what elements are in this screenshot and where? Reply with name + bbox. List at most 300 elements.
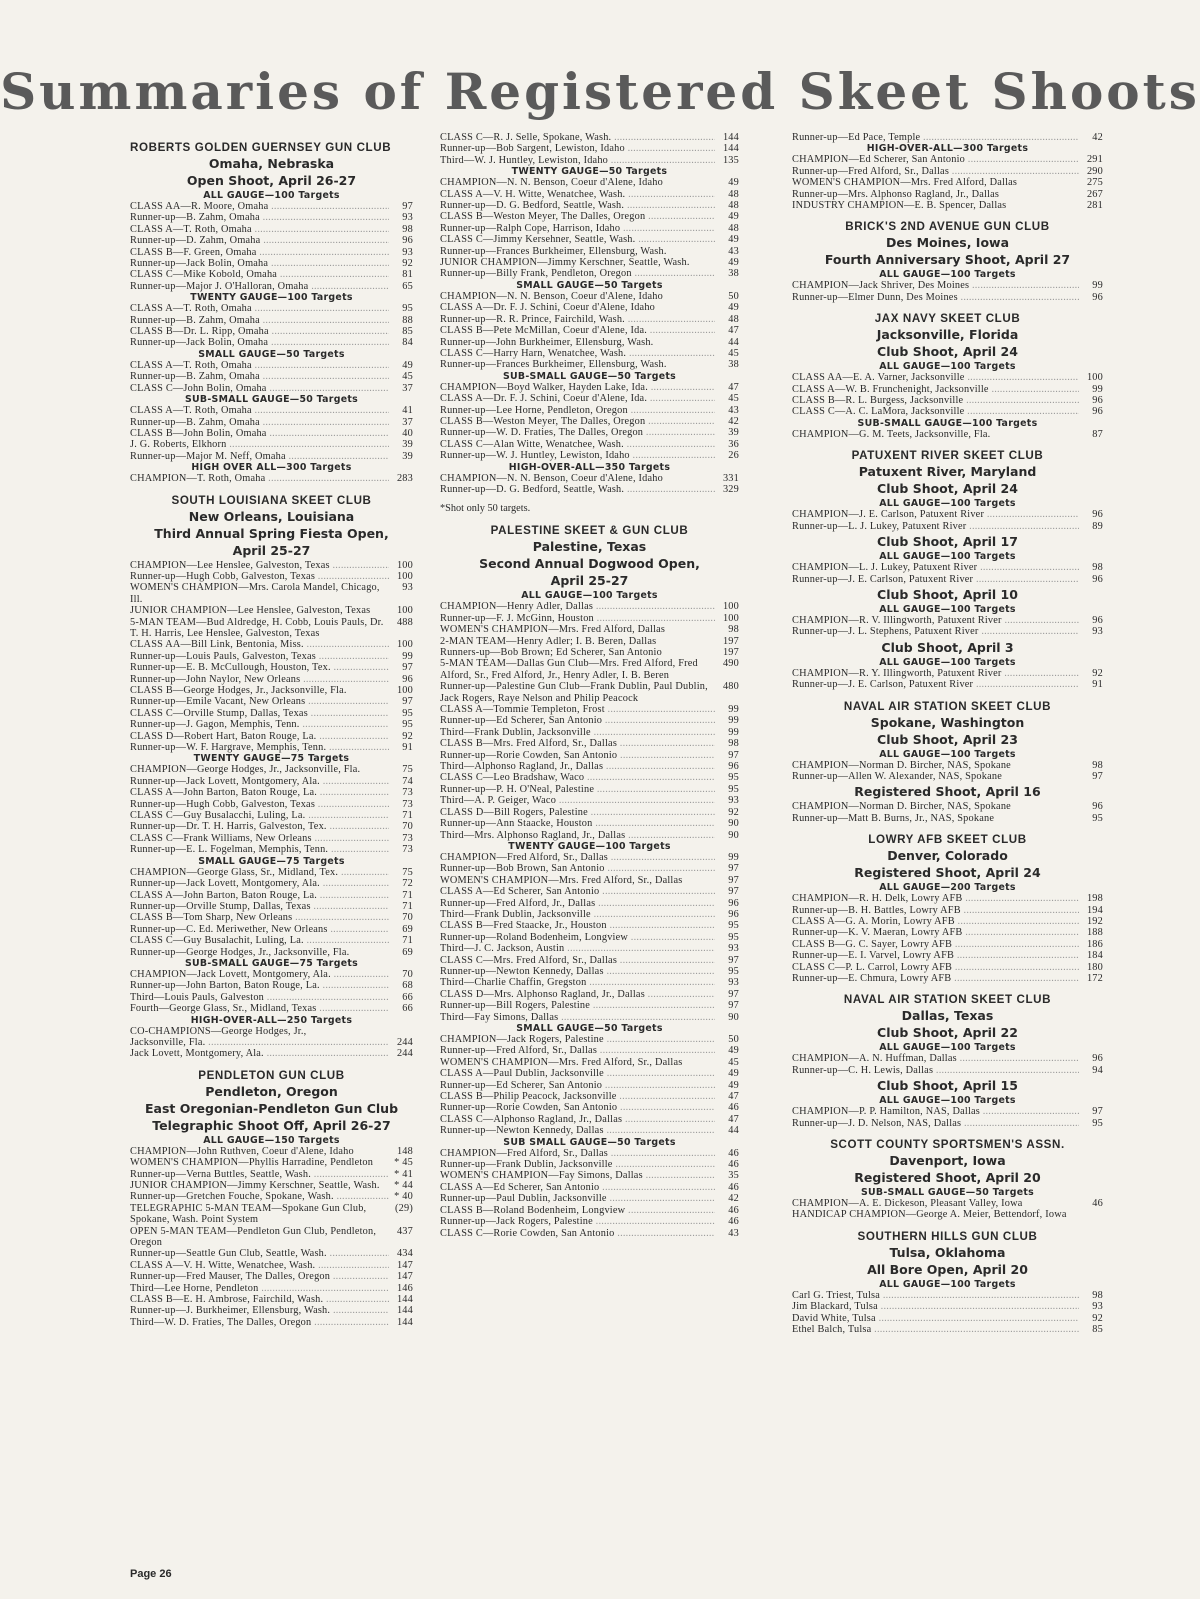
result-score: 98	[402, 223, 413, 235]
result-score: 95	[402, 707, 413, 719]
page-number: Page 26	[130, 1568, 172, 1580]
result-score: 91	[1092, 679, 1103, 691]
result-score: 147	[396, 1259, 413, 1271]
result-score: 331	[722, 472, 739, 484]
result-score: 92	[402, 730, 413, 742]
result-name: CLASS C—Mike Kobold, Omaha .....	[130, 269, 389, 280]
result-name: Runner-up—E. I. Varvel, Lowry AFB .....	[792, 950, 1079, 961]
result-name: CLASS AA—Bill Link, Bentonia, Miss. .....	[130, 639, 389, 650]
result-score: 89	[1092, 520, 1103, 532]
result-name: OPEN 5-MAN TEAM—Pendleton Gun Club, Pendleton, Oregon	[130, 1225, 377, 1249]
result-row	[440, 393, 739, 404]
result-row	[130, 992, 413, 1003]
result-name: CLASS A—Ed Scherer, San Antonio .....	[440, 886, 715, 897]
result-name: CLASS A—V. H. Witte, Wenatchee, Wash. .....	[130, 1260, 389, 1271]
result-score: 135	[722, 154, 739, 166]
result-name: CHAMPION—N. N. Benson, Coeur d'Alene, Idaho	[440, 177, 663, 189]
gauge-heading: ALL GAUGE—100 Targets	[879, 1095, 1016, 1107]
result-score: 90	[728, 1011, 739, 1023]
gauge-heading: ALL GAUGE—200 Targets	[879, 882, 1016, 894]
gauge-heading: ALL GAUGE—100 Targets	[879, 1278, 1016, 1290]
result-name: Jacksonville, Fla. .....	[130, 1037, 389, 1048]
club-heading: NAVAL AIR STATION SKEET CLUB	[843, 993, 1052, 1007]
result-name: 5-MAN TEAM—Bud Aldredge, H. Cobb, Louis Pauls, Dr. T. H. Harris, Lee Henslee, Galveston, Texas	[130, 616, 384, 639]
result-score: 49	[728, 177, 739, 189]
club-location: Patuxent River, Maryland	[858, 464, 1037, 480]
result-name: Runner-up—C. H. Lewis, Dallas .....	[792, 1065, 1079, 1076]
result-name: HANDICAP CHAMPION—George A. Meier, Bettendorf, Iowa	[792, 1209, 1067, 1221]
result-row	[440, 704, 739, 715]
result-row	[440, 1205, 739, 1216]
result-row	[440, 613, 739, 624]
result-score: 97	[728, 874, 739, 886]
result-row	[130, 821, 413, 832]
result-score: 47	[728, 381, 739, 393]
result-name: Third—Alphonso Ragland, Jr., Dallas .....	[440, 761, 715, 772]
event-heading: Club Shoot, April 24	[877, 344, 1018, 360]
club-location: Tulsa, Oklahoma	[889, 1244, 1006, 1260]
result-name: CLASS B—Weston Meyer, The Dalles, Oregon .....	[440, 416, 715, 427]
result-score: 38	[728, 359, 739, 371]
result-row	[792, 1198, 1103, 1209]
result-name: CLASS C—P. L. Carrol, Lowry AFB .....	[792, 962, 1079, 973]
result-name: CHAMPION—R. Y. Illingworth, Patuxent River .....	[792, 668, 1079, 679]
result-row	[440, 1125, 739, 1136]
result-name: Third—W. J. Huntley, Lewiston, Idaho .....	[440, 155, 715, 166]
result-row	[130, 247, 413, 258]
result-row	[130, 1305, 413, 1316]
result-score: 100	[722, 612, 739, 624]
result-score: 70	[402, 968, 413, 980]
gauge-heading: SMALL GAUGE—50 Targets	[516, 279, 663, 291]
result-score: 48	[728, 313, 739, 325]
result-score: 90	[728, 818, 739, 830]
result-name: Third—J. C. Jackson, Austin .....	[440, 943, 715, 954]
result-name: CLASS A—G. A. Morin, Lowry AFB .....	[792, 916, 1079, 927]
result-name: J. G. Roberts, Elkhorn .....	[130, 439, 389, 450]
result-row	[440, 1012, 739, 1023]
event-heading: Registered Shoot, April 16	[854, 784, 1041, 800]
result-score: 45	[728, 1056, 739, 1068]
result-score: * 44	[394, 1180, 413, 1191]
result-row	[440, 257, 739, 268]
result-row	[130, 878, 413, 889]
result-name: Third—A. P. Geiger, Waco .....	[440, 795, 715, 806]
result-score: 49	[728, 234, 739, 246]
result-row	[130, 1203, 413, 1226]
result-row	[130, 719, 413, 730]
result-score: 44	[728, 1125, 739, 1137]
club-heading: JAX NAVY SKEET CLUB	[874, 312, 1021, 326]
event-heading: Registered Shoot, April 24	[854, 865, 1041, 881]
club-heading: ROBERTS GOLDEN GUERNSEY GUN CLUB	[130, 141, 392, 154]
result-row	[440, 246, 739, 257]
result-row	[130, 674, 413, 685]
result-score: 39	[402, 439, 413, 451]
result-score: 97	[1092, 1106, 1103, 1118]
result-score: 172	[1086, 973, 1103, 984]
result-row	[130, 833, 413, 844]
result-row	[440, 1000, 739, 1011]
result-row	[792, 927, 1103, 938]
club-heading: NAVAL AIR STATION SKEET CLUB	[843, 699, 1052, 713]
result-row	[130, 810, 413, 821]
club-heading: SOUTHERN HILLS GUN CLUB	[857, 1229, 1038, 1243]
result-name: CLASS D—Robert Hart, Baton Rouge, La. .....	[130, 731, 389, 742]
result-name: CHAMPION—Jack Rogers, Palestine .....	[440, 1034, 715, 1045]
result-name: JUNIOR CHAMPION—Jimmy Kerschner, Seattle, Wash.	[130, 1180, 380, 1191]
result-row	[440, 337, 739, 348]
result-name: CLASS B—Fred Staacke, Jr., Houston .....	[440, 920, 715, 931]
result-name: Runner-up—George Hodges, Jr., Jacksonville, Fla.	[130, 946, 350, 958]
result-name: Third—W. D. Fraties, The Dalles, Oregon .....	[130, 1317, 389, 1328]
club-heading: PENDLETON GUN CLUB	[198, 1068, 345, 1082]
result-score: 42	[728, 1193, 739, 1205]
result-row	[130, 969, 413, 980]
club-location: Spokane, Washington	[870, 714, 1025, 730]
result-score: 45	[728, 347, 739, 359]
result-name: Third—Louis Pauls, Galveston .....	[130, 992, 389, 1003]
result-score: 50	[728, 1034, 739, 1045]
result-score: 49	[728, 211, 739, 223]
result-score: 95	[728, 965, 739, 977]
result-score: 490	[722, 658, 739, 670]
result-name: Runner-up—C. Ed. Meriwether, New Orleans .....	[130, 924, 389, 935]
event-heading: Fourth Anniversary Shoot, April 27	[824, 252, 1071, 268]
result-score: 71	[402, 900, 413, 912]
result-row	[792, 189, 1103, 200]
result-score: 96	[1092, 573, 1103, 585]
gauge-heading: TWENTY GAUGE—75 Targets	[193, 753, 350, 765]
result-name: Runner-up—Hugh Cobb, Galveston, Texas .....	[130, 571, 389, 582]
result-row	[440, 955, 739, 966]
result-name: Jack Lovett, Montgomery, Ala. .....	[130, 1048, 389, 1059]
result-score: 97	[728, 1000, 739, 1012]
result-name: CLASS C—Guy Busalacchi, Luling, La. .....	[130, 810, 389, 821]
gauge-heading: SMALL GAUGE—50 Targets	[198, 348, 345, 360]
result-row	[792, 1118, 1103, 1129]
result-row	[130, 1037, 413, 1048]
result-score: 37	[402, 416, 413, 428]
result-score: 97	[728, 863, 739, 875]
result-score: 50	[728, 290, 739, 302]
result-name: Runner-up—Ed Scherer, San Antonio .....	[440, 1080, 715, 1091]
club-heading: PALESTINE SKEET & GUN CLUB	[490, 524, 689, 538]
result-name: CHAMPION—A. N. Huffman, Dallas .....	[792, 1053, 1079, 1064]
gauge-heading: SUB-SMALL GAUGE—50 Targets	[184, 394, 359, 406]
result-row	[440, 439, 739, 450]
result-score: 186	[1086, 938, 1103, 950]
result-row	[440, 989, 739, 1000]
result-row	[130, 901, 413, 912]
result-name: CLASS C—Orville Stump, Dallas, Texas .....	[130, 708, 389, 719]
result-row	[130, 639, 413, 650]
result-row	[130, 1180, 413, 1191]
result-name: CHAMPION—L. J. Lukey, Patuxent River .....	[792, 562, 1079, 573]
club-location: Palestine, Texas	[532, 539, 647, 555]
result-name: CLASS C—A. C. LaMora, Jacksonville .....	[792, 406, 1079, 417]
result-row	[440, 932, 739, 943]
result-row	[440, 1045, 739, 1056]
result-row	[440, 636, 739, 647]
result-name: CHAMPION—Boyd Walker, Hayden Lake, Ida. .....	[440, 382, 715, 393]
result-name: Runner-up—D. G. Bedford, Seattle, Wash. .....	[440, 200, 715, 211]
result-score: 99	[402, 650, 413, 662]
column-middle	[440, 132, 739, 1239]
result-name: Runner-up—F. J. McGinn, Houston .....	[440, 613, 715, 624]
gauge-heading: SUB SMALL GAUGE—50 Targets	[503, 1136, 676, 1148]
result-row	[440, 1080, 739, 1091]
result-name: Runner-up—Mrs. Alphonso Ragland, Jr., Dallas	[792, 188, 1000, 200]
result-row	[792, 893, 1103, 904]
result-name: Runner-up—Verna Buttles, Seattle, Wash. .....	[130, 1169, 389, 1180]
result-score: 100	[396, 559, 413, 571]
result-score: 48	[728, 188, 739, 200]
result-score: 184	[1086, 950, 1103, 962]
result-name: Runner-up—B. Zahm, Omaha .....	[130, 315, 389, 326]
result-score: 73	[402, 787, 413, 799]
result-name: CHAMPION—G. M. Teets, Jacksonville, Fla.	[792, 428, 991, 440]
result-name: Runner-up—Billy Frank, Pendleton, Oregon .....	[440, 268, 715, 279]
result-name: Runner-up—E. L. Fogelman, Memphis, Tenn. .....	[130, 844, 389, 855]
result-score: 85	[1092, 1324, 1103, 1336]
result-name: CLASS B—R. L. Burgess, Jacksonville .....	[792, 395, 1079, 406]
result-score: 93	[402, 582, 413, 594]
result-row	[130, 405, 413, 416]
result-row	[440, 647, 739, 658]
result-score: 42	[728, 415, 739, 427]
result-row	[440, 1159, 739, 1170]
result-row	[130, 212, 413, 223]
result-score: 45	[728, 393, 739, 405]
result-row	[130, 1226, 413, 1249]
club-heading: BRICK'S 2ND AVENUE GUN CLUB	[845, 220, 1050, 234]
result-name: JUNIOR CHAMPION—Jimmy Kerschner, Seattle, Wash.	[440, 257, 690, 269]
result-score: 100	[722, 601, 739, 613]
gauge-heading: SMALL GAUGE—50 Targets	[516, 1023, 663, 1034]
result-name: JUNIOR CHAMPION—Lee Henslee, Galveston, Texas	[130, 605, 371, 617]
result-name: Runner-up—Roland Bodenheim, Longview .....	[440, 932, 715, 943]
result-score: 37	[402, 382, 413, 394]
result-score: 99	[728, 726, 739, 738]
result-name: Runner-up—Ed Scherer, San Antonio .....	[440, 715, 715, 726]
result-name: CLASS A—Dr. F. J. Schini, Coeur d'Alene, Idaho	[440, 302, 656, 314]
result-row	[130, 303, 413, 314]
result-name: Fourth—George Glass, Sr., Midland, Texas .....	[130, 1003, 389, 1014]
result-score: 194	[1086, 904, 1103, 916]
result-row	[440, 1034, 739, 1045]
result-name: Runner-up—B. Zahm, Omaha .....	[130, 212, 389, 223]
result-score: 144	[396, 1305, 413, 1317]
result-row	[130, 1191, 413, 1202]
result-name: CLASS A—T. Roth, Omaha .....	[130, 303, 389, 314]
result-name: CHAMPION—Jack Shriver, Des Moines .....	[792, 280, 1079, 291]
result-score: 95	[728, 772, 739, 784]
page-title: Summaries of Registered Skeet Shoots	[0, 62, 1200, 121]
result-score: 49	[728, 1068, 739, 1080]
result-score: 96	[1092, 614, 1103, 626]
result-row	[440, 761, 739, 772]
result-name: Runner-up—B. Zahm, Omaha .....	[130, 417, 389, 428]
result-row	[130, 258, 413, 269]
result-name: Runner-up—Frances Burkheimer, Ellensburg, Wash.	[440, 359, 667, 371]
result-score: 75	[402, 866, 413, 878]
result-row	[440, 863, 739, 874]
result-score: 92	[1092, 1312, 1103, 1324]
result-row	[440, 795, 739, 806]
result-row	[130, 1283, 413, 1294]
result-score: 73	[402, 832, 413, 844]
result-row	[130, 582, 413, 605]
result-name: CHAMPION—George Hodges, Jr., Jacksonville, Fla.	[130, 764, 361, 776]
result-score: 95	[1092, 812, 1103, 824]
result-score: 99	[728, 851, 739, 863]
result-score: 99	[728, 704, 739, 716]
result-row	[440, 715, 739, 726]
result-row	[130, 371, 413, 382]
result-row	[440, 132, 739, 143]
result-score: 98	[728, 738, 739, 750]
result-score: 100	[1086, 372, 1103, 384]
result-name: CHAMPION—J. E. Carlson, Patuxent River .....	[792, 509, 1079, 520]
result-row	[440, 177, 739, 188]
result-row	[792, 1209, 1103, 1220]
result-name: WOMEN'S CHAMPION—Mrs. Fred Alford, Dallas	[792, 177, 1018, 189]
result-score: 437	[396, 1225, 413, 1237]
result-name: Runner-up—Frances Burkheimer, Ellensburg, Wash.	[440, 245, 667, 257]
gauge-heading: SUB-SMALL GAUGE—100 Targets	[857, 417, 1038, 429]
result-row	[792, 280, 1103, 291]
result-score: 72	[402, 878, 413, 890]
result-name: CLASS B—Tom Sharp, New Orleans .....	[130, 912, 389, 923]
result-score: 96	[728, 897, 739, 909]
result-name: Runner-up—Louis Pauls, Galveston, Texas .....	[130, 651, 389, 662]
result-score: 488	[396, 616, 413, 628]
result-score: 43	[728, 245, 739, 257]
result-name: Runner-up—Matt B. Burns, Jr., NAS, Spokane	[792, 812, 995, 824]
result-row	[792, 1065, 1103, 1076]
result-row	[792, 1324, 1103, 1335]
result-name: Runner-up—Jack Rogers, Palestine .....	[440, 1216, 715, 1227]
result-name: CHAMPION—Henry Adler, Dallas .....	[440, 601, 715, 612]
result-score: 93	[728, 943, 739, 955]
event-heading: Club Shoot, April 3	[881, 639, 1014, 655]
result-row	[130, 617, 413, 640]
result-row	[130, 1026, 413, 1037]
result-score: 97	[728, 749, 739, 761]
result-row	[130, 685, 413, 696]
result-score: 148	[396, 1145, 413, 1157]
result-row	[440, 886, 739, 897]
result-row	[440, 875, 739, 886]
result-score: 146	[396, 1282, 413, 1294]
result-score: 43	[728, 1227, 739, 1239]
result-name: Runner-up—Ed Pace, Temple .....	[792, 132, 1079, 143]
result-row	[130, 201, 413, 212]
result-name: WOMEN'S CHAMPION—Phyllis Harradine, Pendleton	[130, 1157, 374, 1169]
result-row	[440, 155, 739, 166]
result-row	[792, 950, 1103, 961]
result-score: 198	[1086, 893, 1103, 905]
result-score: 95	[728, 931, 739, 943]
result-row	[440, 200, 739, 211]
result-name: Runner-up—Elmer Dunn, Des Moines .....	[792, 292, 1079, 303]
result-score: 93	[728, 795, 739, 807]
result-name: CLASS AA—E. A. Varner, Jacksonville .....	[792, 372, 1079, 383]
result-name: Runner-up—Jack Lovett, Montgomery, Ala. .....	[130, 776, 389, 787]
result-name: 2-MAN TEAM—Henry Adler; I. B. Beren, Dallas	[440, 635, 657, 647]
result-name: Runner-up—E. Chmura, Lowry AFB .....	[792, 973, 1079, 984]
event-heading: Club Shoot, April 23	[877, 731, 1018, 747]
result-row	[792, 962, 1103, 973]
result-score: 283	[396, 473, 413, 485]
result-name: Ethel Balch, Tulsa .....	[792, 1324, 1079, 1335]
result-name: Runner-up—D. G. Bedford, Seattle, Wash. .....	[440, 484, 715, 495]
result-row	[130, 980, 413, 991]
result-score: 95	[728, 920, 739, 932]
result-name: CLASS A—V. H. Witte, Wenatchee, Wash. .....	[440, 189, 715, 200]
result-name: Runner-up—W. D. Fraties, The Dalles, Oregon .....	[440, 427, 715, 438]
result-score: 73	[402, 844, 413, 856]
result-score: 96	[728, 761, 739, 773]
result-score: 91	[402, 742, 413, 754]
gauge-heading: ALL GAUGE—100 Targets	[879, 498, 1016, 510]
result-name: Runners-up—Bob Brown; Ed Scherer, San Antonio	[440, 647, 662, 658]
result-score: 100	[396, 605, 413, 617]
result-score: 69	[402, 946, 413, 958]
result-score: 192	[1086, 915, 1103, 927]
club-location: Dallas, Texas	[901, 1008, 994, 1024]
event-heading: Registered Shoot, April 20	[854, 1170, 1041, 1186]
result-row	[130, 1260, 413, 1271]
result-score: 47	[728, 1113, 739, 1125]
result-row	[792, 154, 1103, 165]
event-heading: All Bore Open, April 20	[867, 1261, 1028, 1277]
result-name: Runner-up—John Barton, Baton Rouge, La. .....	[130, 980, 389, 991]
club-location: Denver, Colorado	[887, 848, 1008, 864]
result-score: 46	[728, 1181, 739, 1193]
result-score: 71	[402, 935, 413, 947]
result-row	[792, 177, 1103, 188]
result-score: 244	[396, 1048, 413, 1060]
result-score: 49	[728, 1079, 739, 1091]
result-name: CLASS B—G. C. Sayer, Lowry AFB .....	[792, 939, 1079, 950]
result-name: CHAMPION—Norman D. Bircher, NAS, Spokane	[792, 759, 1011, 771]
result-score: 96	[1092, 395, 1103, 407]
result-name: CLASS B—Roland Bodenheim, Longview .....	[440, 1205, 715, 1216]
result-score: 71	[402, 889, 413, 901]
result-row	[792, 395, 1103, 406]
result-name: Runner-up—Fred Alford, Jr., Dallas .....	[440, 898, 715, 909]
result-name: Runner-up—Rorie Cowden, San Antonio .....	[440, 750, 715, 761]
result-name: CLASS A—Tommie Templeton, Frost .....	[440, 704, 715, 715]
result-row	[792, 916, 1103, 927]
result-name: Runner-up—J. E. Carlson, Patuxent River .....	[792, 679, 1079, 690]
result-name: Runner-up—Rorie Cowden, San Antonio .....	[440, 1102, 715, 1113]
result-row	[130, 1169, 413, 1180]
result-row	[440, 772, 739, 783]
result-row	[130, 360, 413, 371]
result-name: CLASS C—R. J. Selle, Spokane, Wash. .....	[440, 132, 715, 143]
result-row	[130, 787, 413, 798]
result-score: 46	[728, 1147, 739, 1159]
result-score: 45	[402, 371, 413, 383]
result-row	[792, 372, 1103, 383]
result-score: 275	[1086, 177, 1103, 189]
result-score: 98	[728, 624, 739, 636]
result-row	[440, 750, 739, 761]
result-name: Runner-up—P. H. O'Neal, Palestine .....	[440, 784, 715, 795]
